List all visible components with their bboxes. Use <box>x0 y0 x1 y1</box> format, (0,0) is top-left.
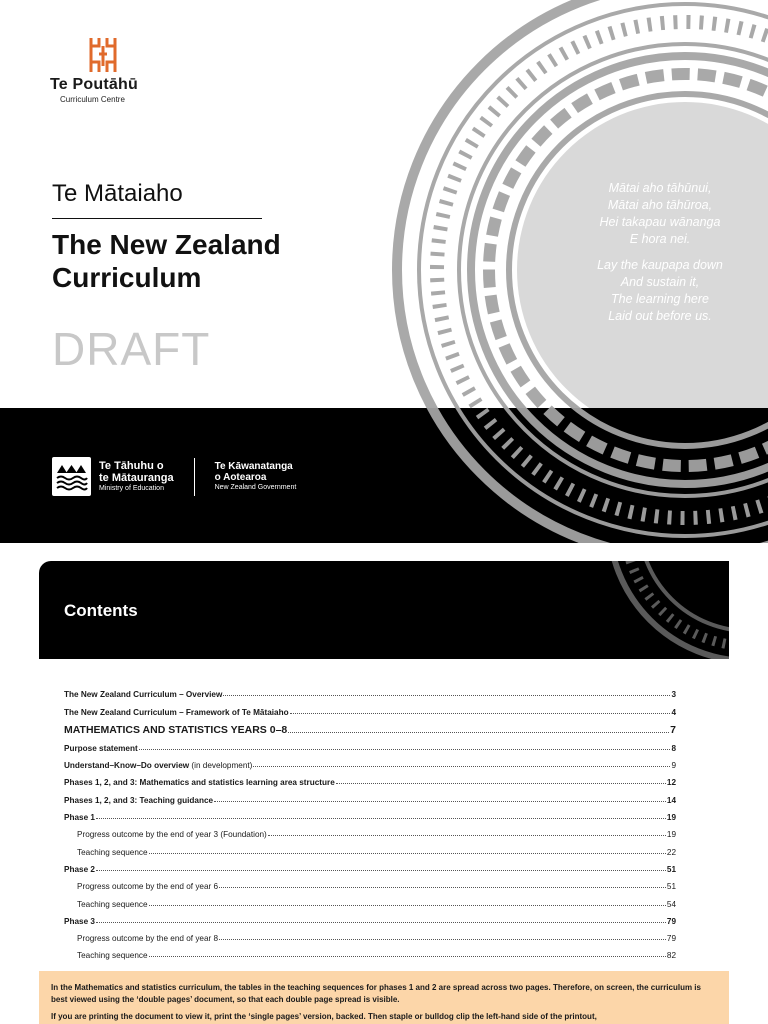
toc-entry[interactable] <box>64 770 676 787</box>
toc-entry[interactable] <box>64 909 676 926</box>
carved-pou-icon <box>88 36 118 74</box>
ministry-of-education-text <box>99 460 174 494</box>
toc-page: 19 <box>666 813 676 823</box>
moe-line-2: te Mātauranga <box>99 471 174 484</box>
contents-pattern <box>599 561 729 659</box>
poem-line: Lay the kaupapa down <box>597 258 723 272</box>
toc-page: 82 <box>666 951 676 961</box>
whakatauki-poem <box>580 180 740 334</box>
poem-line: Laid out before us. <box>608 309 712 323</box>
contents-heading: Contents <box>64 601 138 620</box>
toc-title: Phase 2 <box>64 864 95 874</box>
toc-entry[interactable] <box>64 736 676 753</box>
toc-title: The New Zealand Curriculum – Overview <box>64 690 223 700</box>
koru-circle-pattern-lower <box>380 408 768 543</box>
poem-line: E hora nei. <box>629 232 691 246</box>
gov-line-1: Te Kāwanatanga <box>214 460 293 472</box>
toc-page: 14 <box>666 795 676 805</box>
ministry-logos <box>52 457 296 496</box>
notice-line-2: If you are printing the document to view it, print the ‘single pages’ version, backed. Then staple or bulldog clip the left-hand side of the printout, <box>51 1012 597 1021</box>
poem-line: The learning here <box>611 292 709 306</box>
notice-line-1: In the Mathematics and statistics curriculum, the tables in the teaching sequences for phases 1 and 2 are spread across two pages. Therefore, on screen, the curriculum is best viewed using the ‘double pages’ document, so that each double page spread is visible. <box>51 983 701 1004</box>
toc-page: 7 <box>670 723 676 736</box>
poem-line: Mātai aho tāhūnui, <box>608 181 712 195</box>
logo-title: Te Poutāhū <box>50 76 138 93</box>
viewing-notice <box>39 971 729 1024</box>
toc-entry[interactable] <box>64 943 676 960</box>
toc-title: Progress outcome by the end of year 8 <box>77 934 219 944</box>
poem-line: Mātai aho tāhūroa, <box>607 198 713 212</box>
title-divider <box>52 218 262 219</box>
table-of-contents <box>64 682 676 960</box>
toc-title: Teaching sequence <box>77 899 148 909</box>
toc-page: 8 <box>671 743 676 753</box>
nz-government-text <box>215 461 297 493</box>
toc-title: Phase 3 <box>64 916 95 926</box>
government-band <box>0 408 768 543</box>
toc-entry[interactable] <box>64 874 676 891</box>
toc-entry[interactable] <box>64 753 676 770</box>
toc-page: 51 <box>666 864 676 874</box>
toc-page: 22 <box>666 847 676 857</box>
toc-page: 54 <box>666 899 676 909</box>
toc-entry[interactable] <box>64 787 676 804</box>
toc-title: Phase 1 <box>64 813 95 823</box>
draft-label: DRAFT <box>52 323 211 375</box>
toc-title: Teaching sequence <box>77 951 148 961</box>
toc-entry[interactable] <box>64 805 676 822</box>
toc-page: 51 <box>666 882 676 892</box>
toc-entry[interactable] <box>64 839 676 856</box>
logo-divider <box>194 458 195 496</box>
gov-line-3: New Zealand Government <box>214 483 297 491</box>
moe-line-1: Te Tāhuhu o <box>99 459 164 472</box>
toc-page: 12 <box>666 778 676 788</box>
toc-entry[interactable] <box>64 926 676 943</box>
poem-line: Hei takapau wānanga <box>599 215 721 229</box>
title-line-1: The New Zealand <box>52 229 281 260</box>
contents-header <box>39 561 729 659</box>
toc-page: 79 <box>666 916 676 926</box>
poem-english <box>580 257 740 325</box>
toc-entry[interactable] <box>64 717 676 736</box>
toc-title: Phases 1, 2, and 3: Teaching guidance <box>64 795 214 805</box>
gov-line-2: o Aotearoa <box>214 471 267 483</box>
toc-entry[interactable] <box>64 682 676 699</box>
maori-title: Te Mātaiaho <box>52 180 183 207</box>
document-title <box>52 228 352 294</box>
toc-title: Purpose statement <box>64 743 138 753</box>
toc-entry[interactable] <box>64 891 676 908</box>
logo-subtitle: Curriculum Centre <box>60 95 125 104</box>
toc-title: The New Zealand Curriculum – Framework of Te Mātaiaho <box>64 707 289 717</box>
toc-title: Understand–Know–Do overview (in development) <box>64 761 253 771</box>
ministry-of-education-icon <box>52 457 91 496</box>
te-poutahu-logo <box>50 36 160 104</box>
title-line-2: Curriculum <box>52 262 202 293</box>
toc-note: (in development) <box>191 761 253 771</box>
poem-maori <box>580 180 740 248</box>
toc-title: Phases 1, 2, and 3: Mathematics and statistics learning area structure <box>64 778 335 788</box>
toc-entry[interactable] <box>64 699 676 716</box>
cover-section <box>0 0 768 408</box>
toc-entry[interactable] <box>64 857 676 874</box>
toc-title: Progress outcome by the end of year 3 (Foundation) <box>77 830 267 840</box>
toc-page: 9 <box>671 761 676 771</box>
poem-line: And sustain it, <box>620 275 700 289</box>
toc-title: MATHEMATICS AND STATISTICS YEARS 0–8 <box>64 723 288 736</box>
toc-entry[interactable] <box>64 822 676 839</box>
toc-page: 19 <box>666 830 676 840</box>
toc-title: Progress outcome by the end of year 6 <box>77 882 219 892</box>
toc-page: 79 <box>666 934 676 944</box>
moe-line-3: Ministry of Education <box>99 484 164 492</box>
toc-page: 3 <box>671 690 676 700</box>
toc-title: Teaching sequence <box>77 847 148 857</box>
toc-page: 4 <box>671 707 676 717</box>
